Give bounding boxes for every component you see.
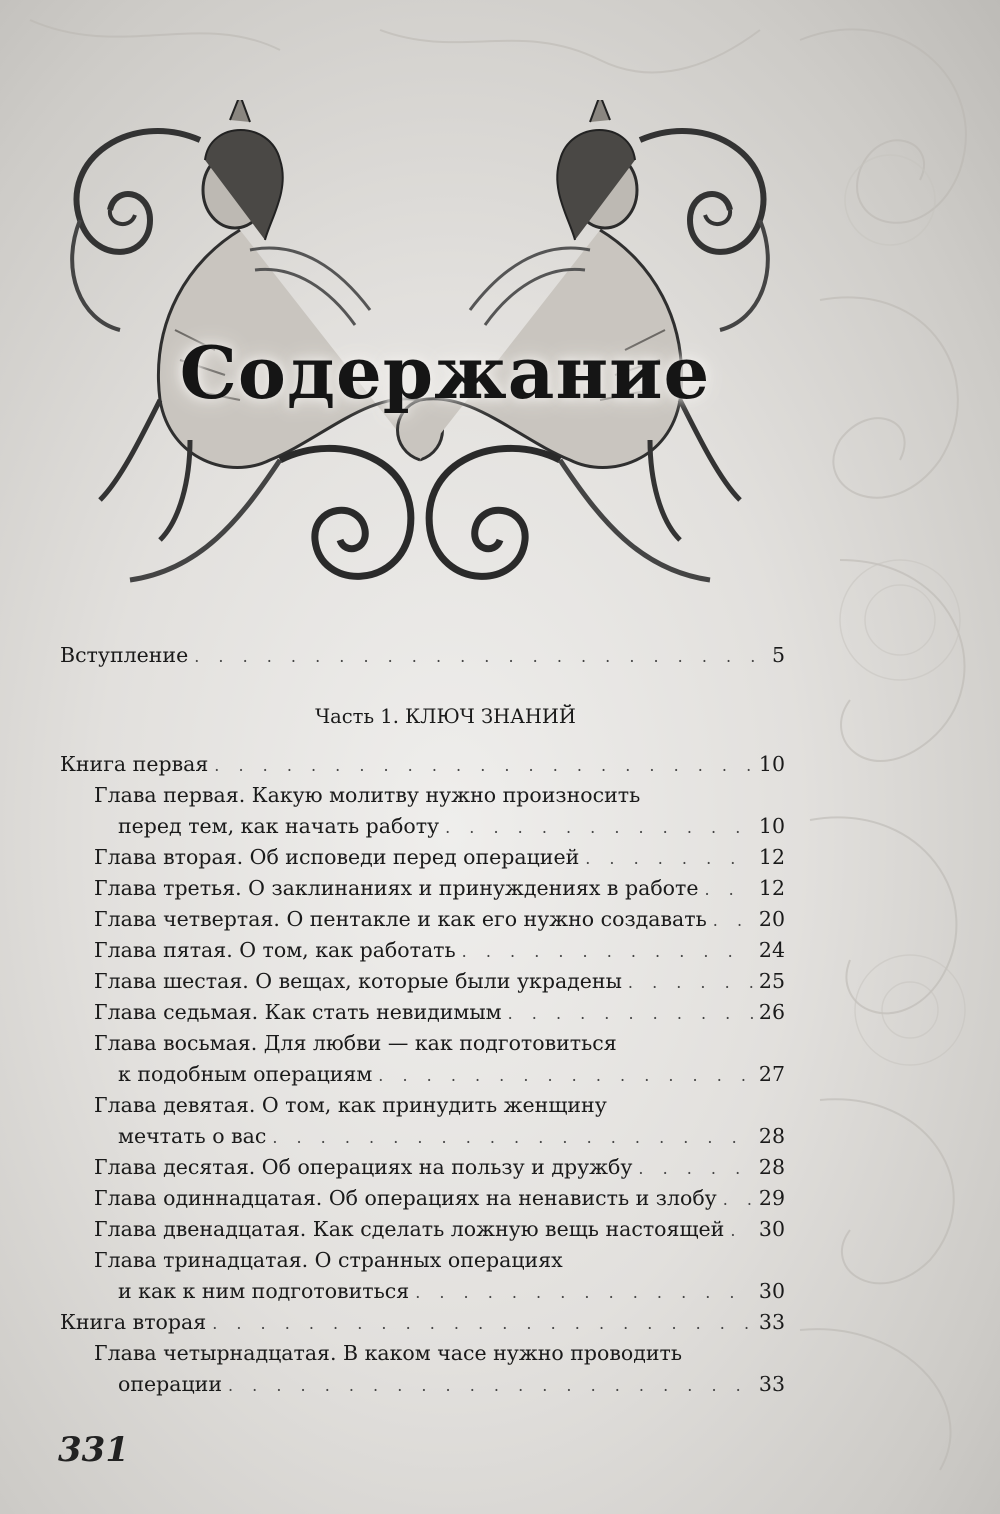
toc-entry-label: Книга первая — [60, 752, 209, 776]
toc-entry-chapter-3[interactable] — [60, 873, 785, 904]
toc-entry-chapter-1-cont[interactable] — [60, 811, 785, 842]
toc-entry-chapter-12[interactable] — [60, 1214, 785, 1245]
toc-page-number: 25 — [758, 969, 785, 993]
dot-leader — [194, 641, 766, 672]
toc-entry-chapter-8-cont[interactable] — [60, 1059, 785, 1090]
toc-entry-book2[interactable] — [60, 1307, 785, 1338]
toc-entry-label: Глава десятая. Об операциях на пользу и дружбу — [94, 1155, 633, 1179]
toc-entry-chapter-7[interactable] — [60, 997, 785, 1028]
toc-entry-chapter-9-cont[interactable] — [60, 1121, 785, 1152]
page-folio-number: 331 — [58, 1430, 129, 1470]
toc-entry-chapter-8[interactable] — [60, 1028, 785, 1059]
toc-entry-intro[interactable] — [60, 640, 785, 671]
toc-entry-label: Глава третья. О заклинаниях и принуждениях в работе — [94, 876, 699, 900]
toc-page-number: 12 — [758, 876, 785, 900]
dot-leader — [723, 1184, 753, 1215]
toc-entry-label: Глава седьмая. Как стать невидимым — [94, 1000, 502, 1024]
toc-entry-label: Глава тринадцатая. О странных операциях — [94, 1248, 563, 1272]
toc-entry-chapter-14-cont[interactable] — [60, 1369, 785, 1400]
toc-page-number: 10 — [758, 814, 785, 838]
toc-page-number: 28 — [758, 1124, 785, 1148]
toc-entry-label: Глава первая. Какую молитву нужно произносить — [94, 783, 641, 807]
toc-page-number: 10 — [758, 752, 785, 776]
toc-page-number: 30 — [758, 1279, 785, 1303]
dot-leader — [713, 905, 753, 936]
dot-leader — [462, 936, 753, 967]
toc-entry-chapter-14[interactable] — [60, 1338, 785, 1369]
dot-leader — [638, 1153, 753, 1184]
toc-entry-label: Вступление — [60, 643, 189, 667]
dot-leader — [585, 843, 753, 874]
dot-leader — [415, 1277, 753, 1308]
dot-leader — [214, 750, 753, 781]
toc-entry-label: Глава шестая. О вещах, которые были украдены — [94, 969, 622, 993]
dot-leader — [378, 1060, 753, 1091]
toc-page-number: 29 — [758, 1186, 785, 1210]
toc-entry-chapter-11[interactable] — [60, 1183, 785, 1214]
toc-entry-chapter-6[interactable] — [60, 966, 785, 997]
toc-page-number: 28 — [758, 1155, 785, 1179]
toc-entry-chapter-13-cont[interactable] — [60, 1276, 785, 1307]
toc-page-number: 26 — [758, 1000, 785, 1024]
dot-leader — [628, 967, 753, 998]
toc-entry-label-cont: к подобным операциям — [118, 1062, 373, 1086]
toc-entry-label: Глава девятая. О том, как принудить женщину — [94, 1093, 607, 1117]
toc-entry-label-cont: и как к ним подготовиться — [118, 1279, 410, 1303]
toc-page-number: 30 — [758, 1217, 785, 1241]
toc-entry-label: Глава пятая. О том, как работать — [94, 938, 456, 962]
toc-entry-chapter-10[interactable] — [60, 1152, 785, 1183]
toc-page-number: 12 — [758, 845, 785, 869]
toc-entry-label: Глава одиннадцатая. Об операциях на ненависть и злобу — [94, 1186, 717, 1210]
toc-entry-label: Глава четвертая. О пентакле и как его нужно создавать — [94, 907, 707, 931]
dot-leader — [445, 812, 753, 843]
toc-entry-chapter-1[interactable] — [60, 780, 785, 811]
dot-leader — [212, 1308, 753, 1339]
page-title: Содержание — [179, 330, 711, 415]
toc-entry-chapter-9[interactable] — [60, 1090, 785, 1121]
toc-entry-chapter-5[interactable] — [60, 935, 785, 966]
toc-entry-label: Книга вторая — [60, 1310, 207, 1334]
dot-leader — [228, 1370, 753, 1401]
toc-entry-label: Глава восьмая. Для любви — как подготовиться — [94, 1031, 617, 1055]
dot-leader — [730, 1215, 753, 1246]
toc-page-number: 33 — [758, 1310, 785, 1334]
toc-entry-chapter-13[interactable] — [60, 1245, 785, 1276]
toc-entry-book1[interactable] — [60, 749, 785, 780]
toc-entry-label-cont: операции — [118, 1372, 222, 1396]
toc-entry-chapter-2[interactable] — [60, 842, 785, 873]
dot-leader — [704, 874, 752, 905]
toc-entry-label-cont: перед тем, как начать работу — [118, 814, 440, 838]
toc-page-number: 33 — [758, 1372, 785, 1396]
toc-entry-label: Глава двенадцатая. Как сделать ложную вещь настоящей — [94, 1217, 725, 1241]
toc-page-number: 24 — [758, 938, 785, 962]
toc-entry-label: Глава вторая. Об исповеди перед операцией — [94, 845, 580, 869]
toc-page-number: 5 — [771, 643, 785, 667]
toc-entry-label: Глава четырнадцатая. В каком часе нужно проводить — [94, 1341, 683, 1365]
toc-page-number: 27 — [758, 1062, 785, 1086]
table-of-contents — [60, 640, 785, 1400]
toc-page-number: 20 — [758, 907, 785, 931]
part-heading: Часть 1. КЛЮЧ ЗНАНИЙ — [315, 705, 576, 728]
dot-leader — [508, 998, 753, 1029]
toc-entry-label-cont: мечтать о вас — [118, 1124, 267, 1148]
dot-leader — [272, 1122, 753, 1153]
toc-entry-chapter-4[interactable] — [60, 904, 785, 935]
